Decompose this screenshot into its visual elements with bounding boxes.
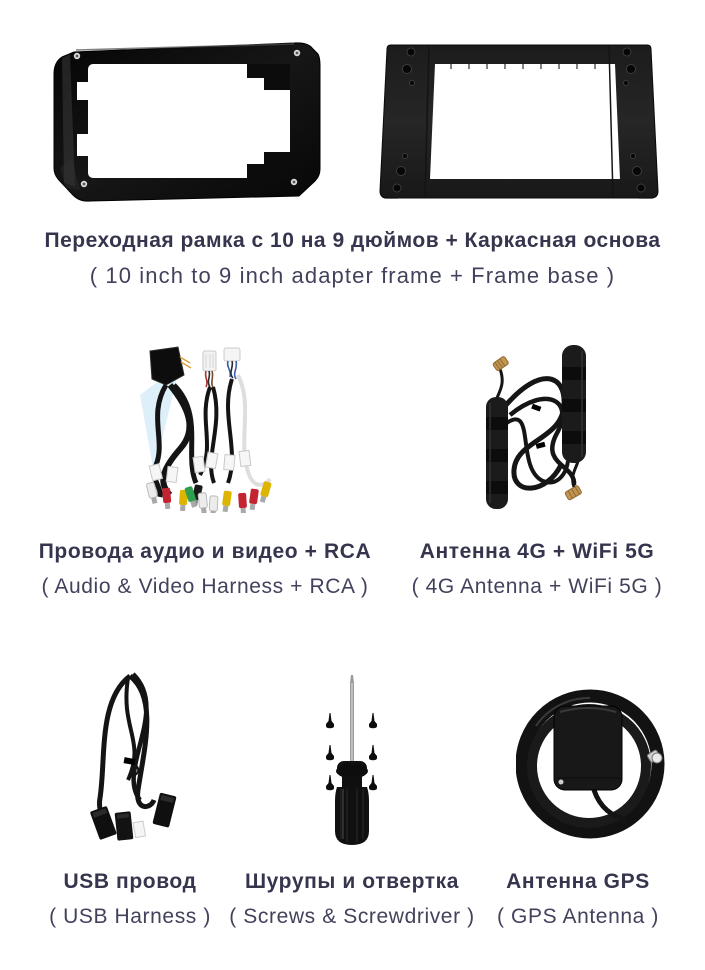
antenna-4g-caption: [401, 540, 673, 600]
usb-connectors: [90, 793, 177, 841]
title-english: ( 10 inch to 9 inch adapter frame + Frame base ): [89, 263, 616, 288]
frame-base-photo: [377, 42, 661, 202]
adapter-frame-photo: [50, 40, 322, 202]
screws-caption: [225, 870, 479, 930]
usb-harness-photo: [80, 670, 182, 848]
usb-cable-loops: [99, 674, 154, 826]
gps-antenna-photo: [516, 686, 668, 844]
screws-screwdriver-photo: [323, 675, 383, 845]
gps-puck: [554, 706, 622, 790]
gps-caption: [482, 870, 674, 930]
usb-caption-en: ( USB Harness ): [49, 905, 211, 928]
harness-caption: [25, 540, 385, 600]
usb-caption-ru: USB провод: [63, 870, 197, 893]
screws-caption-en: ( Screws & Screwdriver ): [229, 905, 475, 928]
harness-caption-ru: Провода аудио и видео + RCA: [38, 540, 372, 563]
gps-caption-ru: Антенна GPS: [506, 870, 650, 893]
harness-caption-en: ( Audio & Video Harness + RCA ): [41, 575, 369, 598]
audio-video-harness-rca-photo: [140, 345, 285, 513]
gps-caption-en: ( GPS Antenna ): [497, 905, 659, 928]
usb-caption: [30, 870, 230, 930]
title-russian: Переходная рамка с 10 на 9 дюймов + Каркасная основа: [44, 229, 661, 252]
glossy-frame-body: [54, 43, 320, 201]
frame-base-body: [380, 45, 658, 199]
header-caption: [0, 228, 705, 290]
screws-caption-ru: Шурупы и отвертка: [244, 870, 460, 893]
antenna-4g-caption-ru: Антенна 4G + WiFi 5G: [419, 540, 655, 563]
screwdriver: [335, 675, 369, 845]
antenna-4g-wifi-photo: [486, 345, 586, 510]
antenna-4g-caption-en: ( 4G Antenna + WiFi 5G ): [411, 575, 663, 598]
